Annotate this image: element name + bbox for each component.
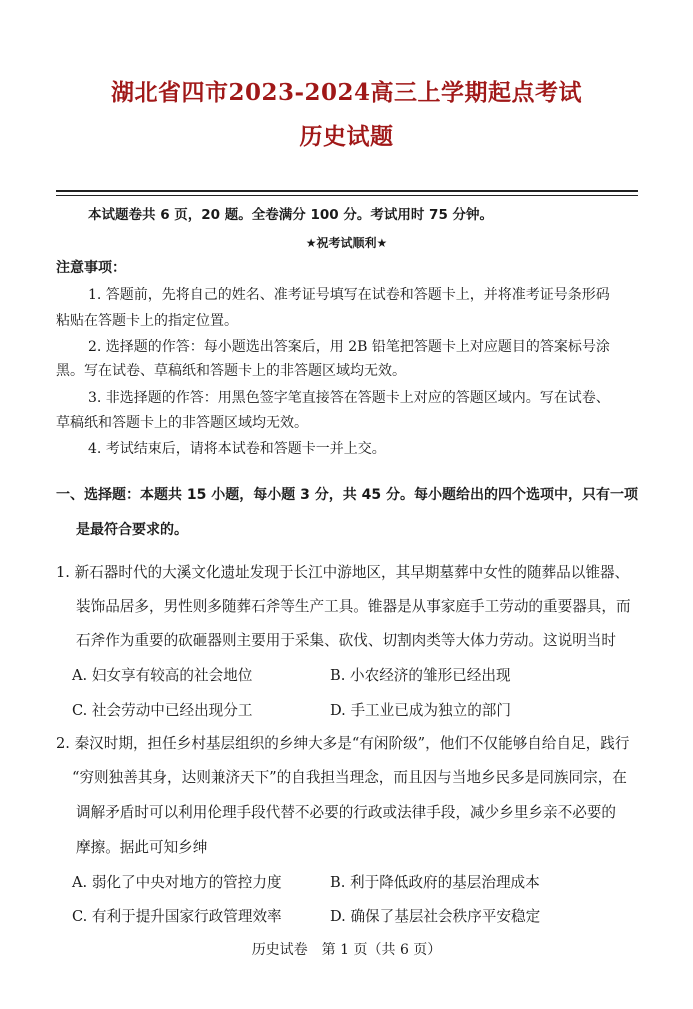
notice-line: 黑。写在试卷、草稿纸和答题卡上的非答题区域均无效。 [56,363,406,379]
question-text-line: 调解矛盾时可以利用伦理手段代替不必要的行政或法律手段，减少乡里乡亲不必要的 [76,804,616,821]
notice-line: 草稿纸和答题卡上的非答题区域均无效。 [56,415,308,431]
notice-line: 1. 答题前，先将自己的姓名、准考证号填写在试卷和答题卡上，并将准考证号条形码 [88,287,610,303]
notice-line: 4. 考试结束后，请将本试卷和答题卡一并上交。 [88,441,386,457]
option-d: D. 手工业已成为独立的部门 [330,702,511,719]
question-text-line: 摩擦。据此可知乡绅 [76,839,208,856]
section-heading: 一、选择题：本题共 15 小题，每小题 3 分，共 45 分。每小题给出的四个选项中，只有一项 [56,487,638,503]
notice-heading: 注意事项： [56,260,126,276]
option-b: B. 利于降低政府的基层治理成本 [330,874,540,891]
header-rule-thin [56,195,638,196]
notice-line: 3. 非选择题的作答：用黑色签字笔直接答在答题卡上对应的答题区域内。写在试卷、 [88,390,610,406]
page-footer: 历史试卷 第 1 页（共 6 页） [251,942,442,958]
option-d: D. 确保了基层社会秩序平安稳定 [330,908,541,925]
question-text-line: 1. 新石器时代的大溪文化遗址发现于长江中游地区，其早期墓葬中女性的随葬品以锥器、 [56,564,630,581]
exam-subject-title: 历史试题 [299,123,394,150]
exam-info: 本试题卷共 6 页，20 题。全卷满分 100 分。考试用时 75 分钟。 [88,207,494,223]
option-b: B. 小农经济的雏形已经出现 [330,667,511,684]
option-a: A. 弱化了中央对地方的管控力度 [72,874,282,891]
option-c: C. 社会劳动中已经出现分工 [72,702,253,719]
notice-line: 2. 选择题的作答：每小题选出答案后，用 2B 铅笔把答题卡上对应题目的答案标号涂 [88,339,610,355]
question-text-line: 2. 秦汉时期，担任乡村基层组织的乡绅大多是“有闲阶级”，他们不仅能够自给自足，践行 [56,735,630,752]
option-a: A. 妇女享有较高的社会地位 [72,667,253,684]
question-text-line: “穷则独善其身，达则兼济天下”的自我担当理念，而且因与当地乡民多是同族同宗，在 [72,769,627,786]
question-text-line: 装饰品居多，男性则多随葬石斧等生产工具。锥器是从事家庭手工劳动的重要器具，而 [76,598,631,615]
exam-title: 湖北省四市2023-2024高三上学期起点考试 [110,79,583,106]
notice-line: 粘贴在答题卡上的指定位置。 [56,313,238,329]
section-heading-cont: 是最符合要求的。 [76,522,188,538]
question-text-line: 石斧作为重要的砍砸器则主要用于采集、砍伐、切割肉类等大体力劳动。这说明当时 [76,632,616,649]
blessing-line: ★祝考试顺利★ [305,236,388,250]
option-c: C. 有利于提升国家行政管理效率 [72,908,282,925]
header-rule-thick [56,190,638,192]
